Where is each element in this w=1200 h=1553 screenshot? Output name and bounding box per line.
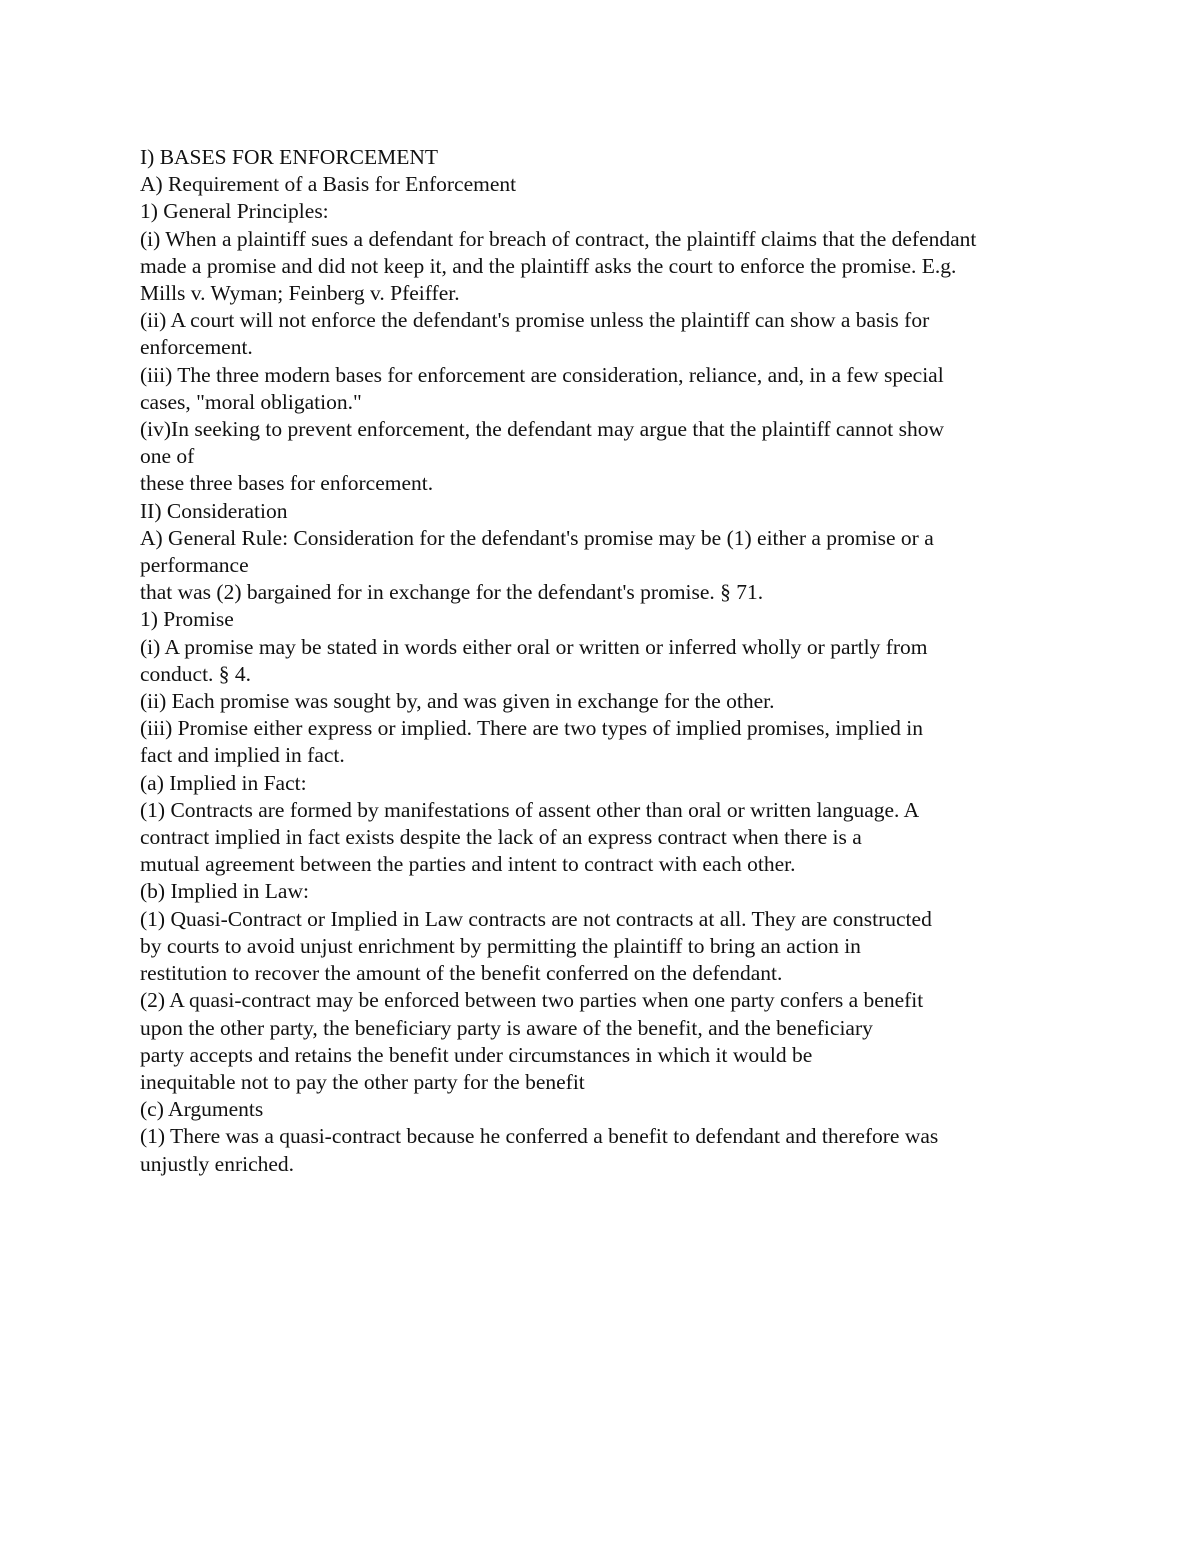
- text-line: (ii) A court will not enforce the defendant's promise unless the plaintiff can show a basis for: [140, 308, 930, 333]
- subheading-requirement-basis: A) Requirement of a Basis for Enforcement: [140, 172, 517, 197]
- text-line: (1) Contracts are formed by manifestations of assent other than oral or written language. A: [140, 797, 920, 822]
- text-line: by courts to avoid unjust enrichment by permitting the plaintiff to bring an action in: [140, 933, 861, 958]
- subheading-arguments: (c) Arguments: [140, 1097, 264, 1122]
- text-line: one of: [140, 444, 195, 469]
- text-line: that was (2) bargained for in exchange for the defendant's promise. § 71.: [140, 580, 764, 605]
- text-line: (1) There was a quasi-contract because he conferred a benefit to defendant and therefore was: [140, 1124, 939, 1149]
- text-line: A) General Rule: Consideration for the defendant's promise may be (1) either a promise or a: [140, 525, 934, 550]
- text-line: (iii) Promise either express or implied. There are two types of implied promises, implied in: [140, 716, 923, 741]
- heading-bases-for-enforcement: I) BASES FOR ENFORCEMENT: [140, 145, 439, 169]
- text-line: enforcement.: [140, 335, 253, 360]
- subheading-promise: 1) Promise: [140, 607, 234, 632]
- text-line: (i) A promise may be stated in words either oral or written or inferred wholly or partly from: [140, 634, 928, 659]
- text-line: (2) A quasi-contract may be enforced between two parties when one party confers a benefit: [140, 988, 924, 1013]
- text-line: Mills v. Wyman; Feinberg v. Pfeiffer.: [140, 281, 460, 306]
- document-body: [140, 144, 1070, 1178]
- text-line: mutual agreement between the parties and intent to contract with each other.: [140, 852, 796, 877]
- text-line: performance: [140, 553, 249, 578]
- text-line: conduct. § 4.: [140, 661, 252, 686]
- text-line: unjustly enriched.: [140, 1151, 295, 1176]
- text-line: (iv)In seeking to prevent enforcement, the defendant may argue that the plaintiff cannot show: [140, 417, 944, 442]
- text-line: (i) When a plaintiff sues a defendant for breach of contract, the plaintiff claims that the defendant: [140, 226, 977, 251]
- text-line: (ii) Each promise was sought by, and was given in exchange for the other.: [140, 689, 775, 714]
- text-line: party accepts and retains the benefit under circumstances in which it would be: [140, 1042, 813, 1067]
- text-line: (iii) The three modern bases for enforcement are consideration, reliance, and, in a few special: [140, 362, 944, 387]
- text-line: fact and implied in fact.: [140, 743, 345, 768]
- subheading-implied-in-fact: (a) Implied in Fact:: [140, 770, 307, 795]
- text-line: these three bases for enforcement.: [140, 471, 434, 496]
- text-line: restitution to recover the amount of the benefit conferred on the defendant.: [140, 961, 783, 986]
- subheading-general-principles: 1) General Principles:: [140, 199, 329, 224]
- subheading-implied-in-law: (b) Implied in Law:: [140, 879, 309, 904]
- text-line: cases, "moral obligation.": [140, 389, 362, 414]
- text-line: upon the other party, the beneficiary party is aware of the benefit, and the beneficiary: [140, 1015, 873, 1040]
- text-line: inequitable not to pay the other party for the benefit: [140, 1069, 585, 1094]
- text-line: (1) Quasi-Contract or Implied in Law contracts are not contracts at all. They are constructed: [140, 906, 932, 931]
- text-line: made a promise and did not keep it, and the plaintiff asks the court to enforce the promise. E.g.: [140, 253, 957, 278]
- heading-consideration: II) Consideration: [140, 498, 288, 523]
- text-line: contract implied in fact exists despite the lack of an express contract when there is a: [140, 825, 862, 850]
